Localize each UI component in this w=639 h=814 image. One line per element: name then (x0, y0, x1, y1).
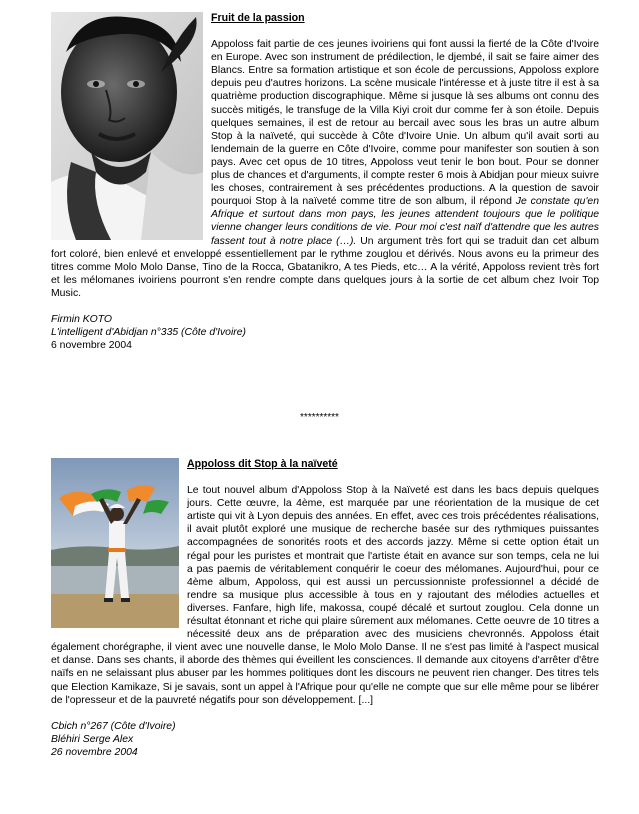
article-body: Le tout nouvel album d'Appoloss Stop à la Naïveté est dans les bacs depuis quelques jours. Cette œuvre, la 4ème, est marquée par une réorientation de la musique de cet artiste qui vit à Lyon depuis des années. En effet, avec ces trois précédentes réalisations, il avait plutôt exploré une musique de recherche basée sur des rythmiques puissantes accompagnées de sonorités roots et des accords jazzy. Même si cette option était un régal pour les puristes et montrait que l'artiste était en avance sur son temps, cela ne lui a pas paemis de véritablement conquérir le coeur des mélomanes. Aujourd'hui, pour ce 4ème album, Appoloss, qui est aussi un percussionniste professionnel a décidé de rendre sa musique plus accessible à tous en y rajoutant des mélodies actuelles et diverses. Fanfare, high life, makossa, coupé décalé et surtout zouglou. Cela donne un résultat étonnant et riche qui plaire sûrement aux mélomanes. Cette oeuvre de 10 titres a nécessité deux ans de préparation avec des musiciens chevronnés. Appoloss était également chorégraphe, il vient avec une nouvelle danse, le Molo Molo Danse. Il ne s'est pas limité à l'aspect musical et danse. Dans ses chants, il aborde des thèmes qui éveillent les consciences. Il demande aux citoyens d'arrêter d'être naïfs en ne selaissant plus abuser par les hommes politiques dont les discours ne peuvent rien changer. Des titres tels que Election Kamikaze, Si je savais, sont un appel à l'Afrique pour qu'elle ne compte que sur elle même pour se libérer de l'opresseur et de la pauvreté négatifs pour son développement. [...] (51, 485, 599, 706)
publication-date: 26 novembre 2004 (51, 746, 138, 758)
body-text-continued: Un argument très fort qui se traduit dan cet album fort coloré, bien enlevé et enveloppé essentiellement par le rythme zouglou et dérivés. Nous avons eu la primeur des titres comme Molo Molo Danse, Tino de la Rocca, Gbatanikro, A tes Pieds, etc… A la vérité, Appoloss revient très fort et les mélomanes ivoiriens pourront s'en rendre compte dans quelques jours à la sortie de cet album chez Ivoir Top Music. (51, 235, 599, 299)
article-fruit-de-la-passion (51, 12, 599, 352)
signature (51, 313, 599, 352)
signature (51, 720, 599, 759)
portrait-photo (51, 12, 203, 240)
source-name: L'intelligent d'Abidjan n°335 (Côte d'Ivoire) (51, 327, 246, 339)
flag-photo (51, 458, 179, 628)
body-text: Appoloss fait partie de ces jeunes ivoiriens qui font aussi la fierté de la Côte d'Ivoire en Europe. Avec son instrument de prédilection, le djembé, il sait se faire aimer des Blancs. Entre sa formation artistique et son école de percussions, Appoloss explore depuis peu d'autres horizons. La scène musicale l'intéresse et à juste titre il est à sa quatrième production discographique. Même si jusque là ses albums ont connu des succès mitigés, le transfuge de la Villa Kiyi croit dur comme fer à son étoile. Depuis quelques semaines, il est de retour au bercail avec sous les bras un autre album Stop à la naïveté, qui succède à Côte d'Ivoire Unie. Un album qu'il avait sorti au lendemain de la guerre en Côte d'Ivoire, comme pour manifester son soutien à son pays. Avec cet opus de 10 titres, Appoloss veut tenir le bon bout. Pour se donner plus de chances et d'arguments, il compte rester 6 mois à Abidjan pour mieux suivre les choses, contrairement à ses précédentes productions. A la question de savoir pourquoi Stop à la naïveté comme titre de son album, il répond (211, 39, 599, 208)
author-name: Firmin KOTO (51, 313, 112, 325)
separator: ********** (300, 412, 339, 423)
quote-text: Je constate qu'en Afrique et surtout dans mon pays, les jeunes attendent toujours que le politique vienne changer leurs conditions de vie. Pour moi c'est naïf d'attendre que les autres fassent tout à notre place (…). (211, 196, 599, 247)
publication-date: 6 novembre 2004 (51, 340, 132, 352)
article-stop-a-la-naivete (51, 458, 599, 759)
article-title: Appoloss dit Stop à la naïveté (187, 458, 338, 470)
author-name: Bléhiri Serge Alex (51, 733, 134, 745)
article-title: Fruit de la passion (211, 12, 305, 24)
source-name: Cbich n°267 (Côte d'Ivoire) (51, 720, 176, 732)
